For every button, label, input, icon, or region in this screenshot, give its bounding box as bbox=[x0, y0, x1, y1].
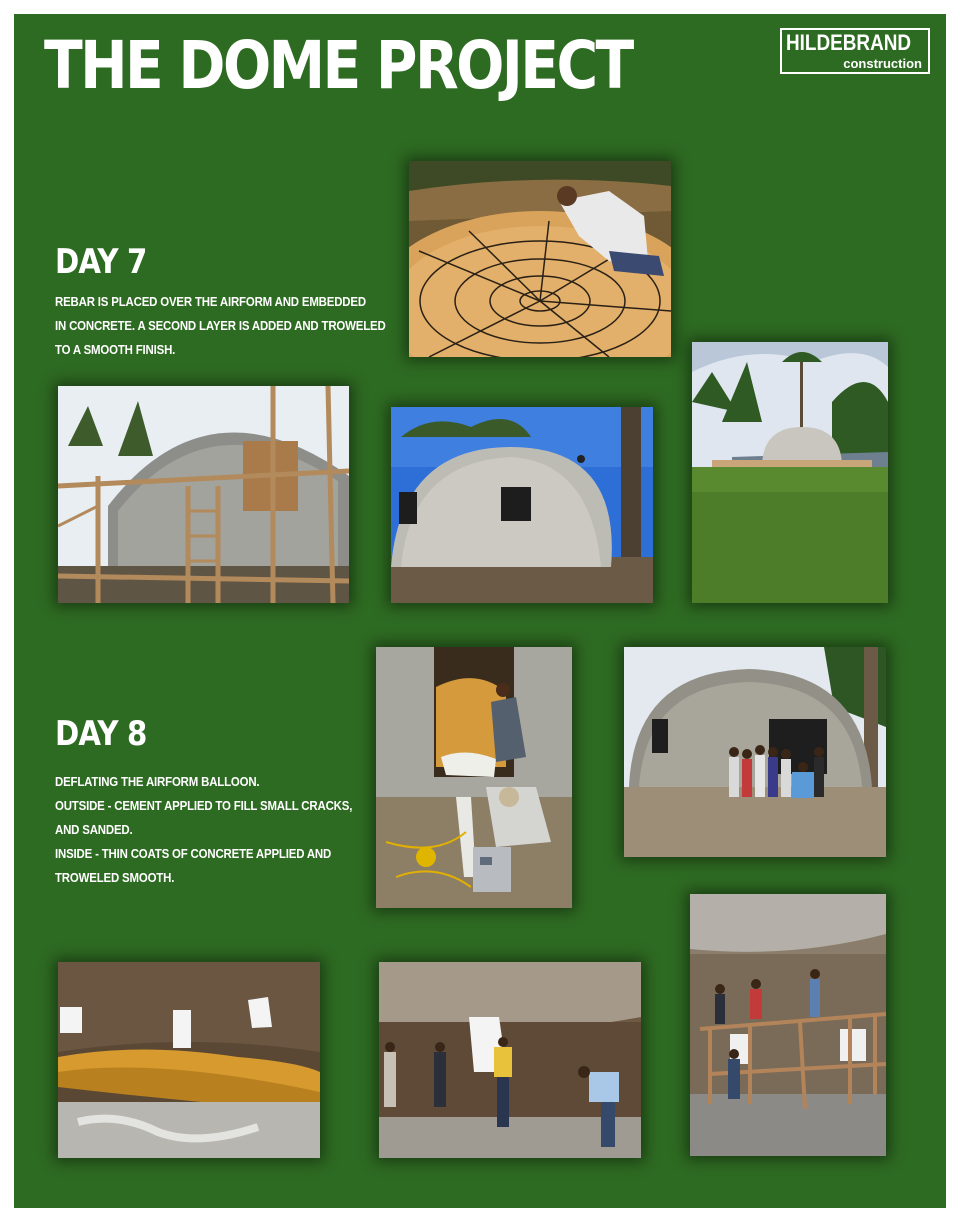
day8-heading: DAY 8 bbox=[55, 714, 147, 754]
logo-name: HILDEBRAND bbox=[786, 30, 912, 55]
photo-rebar-airform bbox=[409, 161, 671, 357]
photo-dome-exterior bbox=[391, 407, 653, 603]
photo-interior-scaffolding bbox=[690, 894, 886, 1156]
photo-dome-scaffolding bbox=[58, 386, 349, 603]
company-logo bbox=[780, 28, 930, 74]
day8-description: DEFLATING THE AIRFORM BALLOON. OUTSIDE - CEMENT APPLIED TO FILL SMALL CRACKS, AND SANDED. INSIDE - THIN COATS OF CONCRETE APPLIED AND TROWELED SMOOTH. bbox=[55, 774, 353, 885]
day7-heading: DAY 7 bbox=[55, 242, 147, 282]
day7-description: REBAR IS PLACED OVER THE AIRFORM AND EMBEDDED IN CONCRETE. A SECOND LAYER IS ADDED AND TROWELED TO A SMOOTH FINISH. bbox=[55, 294, 386, 357]
page-title: THE DOME PROJECT bbox=[44, 27, 632, 104]
photo-interior-plastering bbox=[379, 962, 641, 1158]
photo-deflating-airform bbox=[376, 647, 572, 908]
page-sheet bbox=[14, 14, 946, 1208]
photo-group-dome bbox=[624, 647, 886, 857]
photo-interior-airform bbox=[58, 962, 320, 1158]
photo-dome-field bbox=[692, 342, 888, 603]
logo-subtitle: construction bbox=[843, 56, 922, 71]
